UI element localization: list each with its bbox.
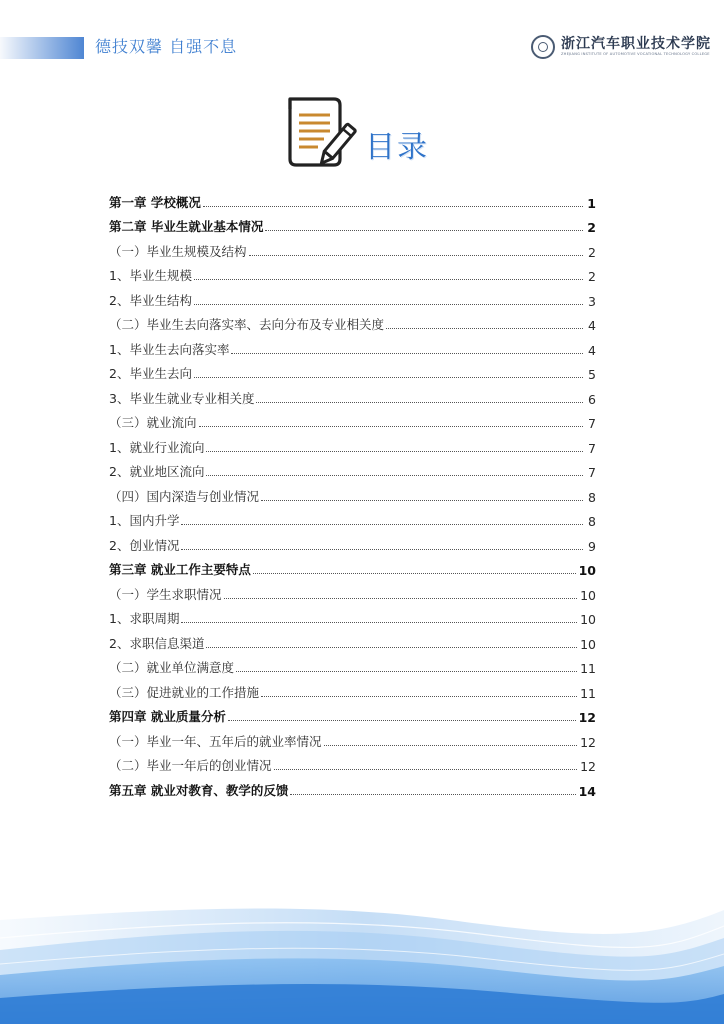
toc-entry[interactable] [109, 456, 596, 481]
toc-dot-leader [181, 622, 577, 623]
toc-entry[interactable] [109, 676, 596, 701]
toc-entry[interactable] [109, 382, 596, 407]
toc-entry-title: （三）促进就业的工作措施 [109, 684, 260, 700]
school-motto: 德技双馨 自强不息 [95, 37, 238, 56]
toc-entry-title: 1、求职周期 [109, 611, 180, 626]
toc-dot-leader [203, 206, 583, 207]
toc-entry-title: 3、毕业生就业专业相关度 [109, 390, 255, 406]
toc-dot-leader [194, 304, 583, 305]
toc-page-number: 7 [588, 416, 596, 431]
toc-dot-leader [386, 328, 583, 329]
toc-page-number: 5 [588, 367, 596, 382]
toc-dot-leader [228, 720, 576, 721]
toc-dot-leader [236, 671, 577, 672]
toc-entry-title: 2、求职信息渠道 [109, 635, 205, 651]
toc-entry[interactable] [109, 333, 596, 358]
toc-dot-leader [231, 353, 583, 354]
toc-entry-title: （三）就业流向 [109, 415, 197, 430]
toc-page-number: 2 [587, 220, 596, 235]
toc-entry-title: （一）毕业生规模及结构 [109, 243, 247, 259]
toc-page-number: 3 [588, 293, 596, 309]
toc-entry[interactable] [109, 407, 596, 432]
toc-entry-title: 第二章 毕业生就业基本情况 [109, 219, 264, 234]
toc-dot-leader [206, 451, 583, 452]
toc-page-number: 2 [588, 269, 596, 284]
toc-chapter-entry[interactable] [109, 554, 596, 579]
toc-entry[interactable] [109, 725, 596, 750]
toc-entry[interactable] [109, 480, 596, 505]
toc-entry[interactable] [109, 358, 596, 383]
table-of-contents [109, 186, 596, 799]
toc-entry[interactable] [109, 284, 596, 309]
footer-wave-decoration [0, 880, 724, 1024]
toc-entry[interactable] [109, 603, 596, 628]
toc-entry-title: （四）国内深造与创业情况 [109, 488, 260, 504]
toc-page-number: 14 [578, 783, 596, 799]
school-seal-icon [531, 35, 555, 59]
toc-entry[interactable] [109, 260, 596, 285]
toc-chapter-entry[interactable] [109, 701, 596, 726]
toc-chapter-entry[interactable] [109, 774, 596, 799]
toc-page-number: 12 [580, 759, 596, 774]
toc-title: 目录 [365, 130, 429, 165]
toc-entry-title: （一）学生求职情况 [109, 586, 222, 602]
toc-dot-leader [265, 230, 583, 231]
toc-entry[interactable] [109, 750, 596, 775]
logo-school-name-en: ZHEJIANG INSTITUTE OF AUTOMOTIVE VOCATIONAL TECHNOLOGY COLLEGE [561, 52, 710, 57]
toc-page-number: 8 [588, 514, 596, 529]
toc-page-number: 7 [588, 465, 596, 480]
toc-page-number: 2 [588, 244, 596, 260]
toc-entry-title: 第三章 就业工作主要特点 [109, 562, 251, 577]
toc-dot-leader [261, 500, 583, 501]
toc-entry-title: 2、毕业生去向 [109, 366, 192, 381]
toc-page-number: 8 [588, 489, 596, 505]
toc-chapter-entry[interactable] [109, 211, 596, 236]
toc-page-number: 11 [580, 661, 596, 676]
toc-dot-leader [206, 647, 577, 648]
toc-entry-title: （二）毕业一年后的创业情况 [109, 758, 272, 773]
toc-entry[interactable] [109, 529, 596, 554]
toc-dot-leader [181, 549, 583, 550]
toc-entry[interactable] [109, 235, 596, 260]
toc-dot-leader [224, 598, 578, 599]
toc-entry-title: 2、就业地区流向 [109, 464, 205, 479]
toc-page-number: 4 [588, 318, 596, 333]
toc-dot-leader [324, 745, 578, 746]
toc-page-number: 10 [580, 636, 596, 652]
toc-entry-title: （一）毕业一年、五年后的就业率情况 [109, 733, 322, 749]
toc-entry-title: 1、毕业生去向落实率 [109, 341, 230, 357]
toc-dot-leader [290, 794, 575, 795]
logo-text [561, 37, 711, 57]
header-accent-bar [0, 37, 84, 59]
toc-entry-title: 2、毕业生结构 [109, 292, 192, 308]
toc-dot-leader [274, 769, 578, 770]
toc-entry[interactable] [109, 505, 596, 530]
toc-dot-leader [249, 255, 583, 256]
toc-page-number: 9 [588, 538, 596, 554]
toc-page-number: 10 [578, 563, 596, 578]
toc-page-number: 6 [588, 391, 596, 407]
toc-dot-leader [199, 426, 583, 427]
toc-dot-leader [256, 402, 583, 403]
toc-page-number: 10 [580, 587, 596, 603]
toc-entry-title: 第五章 就业对教育、教学的反馈 [109, 782, 289, 798]
toc-page-number: 7 [588, 440, 596, 456]
toc-dot-leader [206, 475, 583, 476]
toc-entry-title: 第四章 就业质量分析 [109, 709, 226, 724]
toc-page-number: 11 [580, 685, 596, 701]
toc-entry[interactable] [109, 309, 596, 334]
toc-page-number: 10 [580, 612, 596, 627]
toc-entry[interactable] [109, 431, 596, 456]
school-logo [531, 33, 711, 61]
toc-page-number: 12 [580, 734, 596, 750]
toc-entry[interactable] [109, 578, 596, 603]
toc-entry-title: 1、就业行业流向 [109, 439, 205, 455]
toc-entry[interactable] [109, 652, 596, 677]
toc-page-number: 4 [588, 342, 596, 358]
toc-entry[interactable] [109, 627, 596, 652]
toc-dot-leader [261, 696, 577, 697]
toc-dot-leader [194, 377, 583, 378]
toc-entry-title: （二）就业单位满意度 [109, 660, 235, 675]
logo-school-name: 浙江汽车职业技术学院 [561, 36, 711, 53]
toc-page-number: 1 [587, 195, 596, 211]
toc-entry-title: 2、创业情况 [109, 537, 180, 553]
toc-entry-title: 第一章 学校概况 [109, 194, 201, 210]
toc-entry-title: 1、毕业生规模 [109, 268, 192, 283]
toc-entry-title: （二）毕业生去向落实率、去向分布及专业相关度 [109, 317, 385, 332]
toc-dot-leader [181, 524, 583, 525]
toc-page-number: 12 [578, 710, 596, 725]
document-with-pen-icon [284, 93, 360, 171]
toc-dot-leader [253, 573, 576, 574]
toc-dot-leader [194, 279, 583, 280]
toc-chapter-entry[interactable] [109, 186, 596, 211]
toc-entry-title: 1、国内升学 [109, 513, 180, 528]
